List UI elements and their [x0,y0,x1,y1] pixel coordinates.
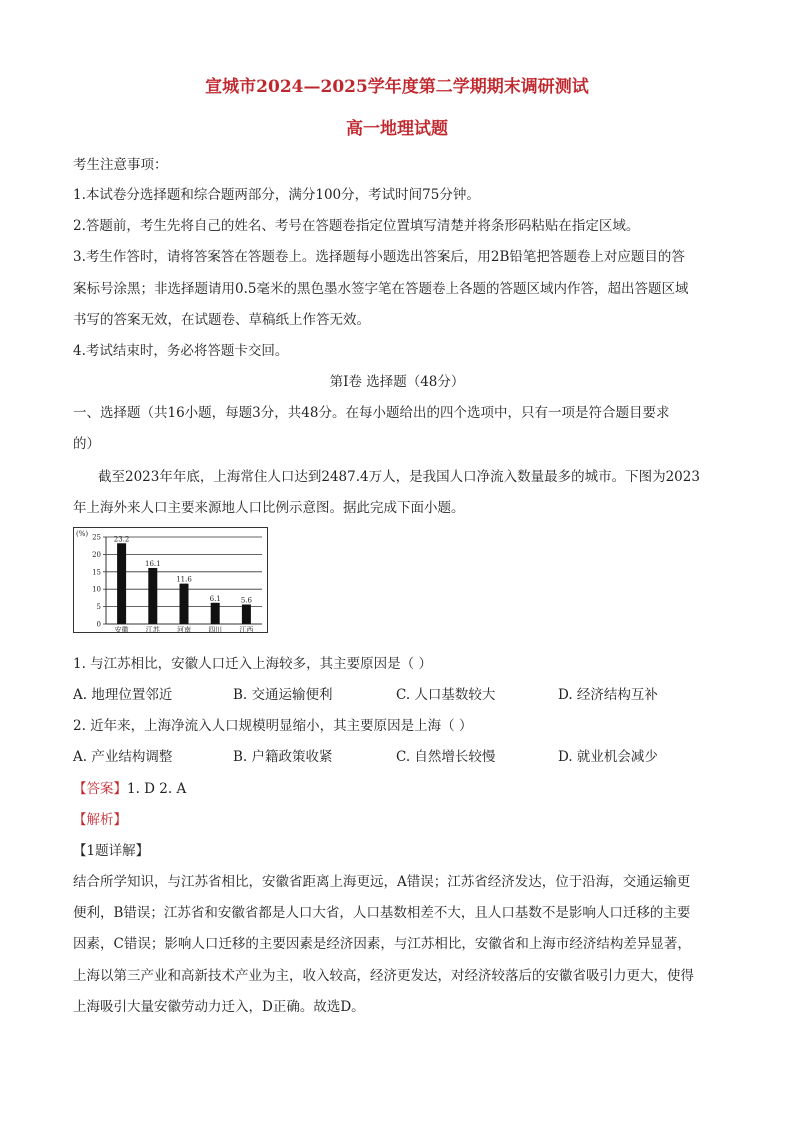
bar-1 [148,568,157,624]
notice-item-3-cont: 案标号涂黑；非选择题请用0.5毫米的黑色墨水签字笔在答题卷上各题的答题区域内作答，超出答题区域 [73,281,689,297]
y-tick-label: 0 [96,620,101,629]
y-axis-label: (%) [76,530,89,538]
bar-2 [180,584,189,624]
answer-tag: 【答案】 [73,781,127,797]
question-stem: 截至2023年年底，上海常住人口达到2487.4万人，是我国人口净流入数量最多的城市。下图为2023 [98,469,700,485]
q1-option-b[interactable]: B. 交通运输便利 [233,687,333,703]
analysis-paragraph-line-5: 上海吸引大量安徽劳动力迁入，D正确。故选D。 [73,999,365,1015]
analysis-tag: 【解析】 [73,812,127,828]
q2-option-c[interactable]: C. 自然增长较慢 [396,749,496,765]
q2-option-a[interactable]: A. 产业结构调整 [73,749,173,765]
q1-option-a[interactable]: A. 地理位置邻近 [73,687,173,703]
y-tick-label: 5 [96,603,101,612]
exam-title: 宣城市2024—2025学年度第二学期期末调研测试 [205,77,589,97]
x-tick-label: 江苏 [145,626,160,634]
part-heading: 一、选择题（共16小题，每题3分，共48分。在每小题给出的四个选项中，只有一项是符合题目要求 [73,405,670,421]
q1-option-d[interactable]: D. 经济结构互补 [558,687,658,703]
q2-option-b[interactable]: B. 户籍政策收紧 [233,749,333,765]
bar-value-label: 23.2 [113,535,130,544]
y-tick-label: 25 [92,533,101,542]
notice-item-4: 4.考试结束时，务必将答题卡交回。 [73,343,289,359]
analysis-paragraph-line-1: 结合所学知识，与江苏省相比，安徽省距离上海更远，A错误；江苏省经济发达，位于沿海，交通运输更 [73,874,691,890]
q1-option-c[interactable]: C. 人口基数较大 [396,687,496,703]
notice-item-2: 2.答题前，考生先将自己的姓名、考号在答题卷指定位置填写清楚并将条形码粘贴在指定区域。 [73,218,640,234]
notice-item-1: 1.本试卷分选择题和综合题两部分，满分100分，考试时间75分钟。 [73,187,480,203]
analysis-paragraph-line-4: 上海以第三产业和高新技术产业为主，收入较高，经济更发达，对经济较落后的安徽省吸引力更大，使得 [73,968,694,984]
bar-3 [211,603,220,624]
notice-heading: 考生注意事项： [73,157,168,173]
y-tick-label: 20 [92,550,101,559]
q2-options [73,745,733,763]
q2-stem: 2. 近年来，上海净流入人口规模明显缩小，其主要原因是上海（ ） [73,718,473,734]
bar-value-label: 16.1 [145,559,161,568]
exam-subtitle: 高一地理试题 [346,119,448,139]
question-stem-cont: 年上海外来人口主要来源地人口比例示意图。据此完成下面小题。 [73,500,465,516]
notice-item-3-cont2: 书写的答案无效，在试题卷、草稿纸上作答无效。 [73,312,370,328]
x-tick-label: 安徽 [114,626,129,634]
analysis-subheading: 【1题详解】 [73,843,150,859]
q1-stem: 1. 与江苏相比，安徽人口迁入上海较多，其主要原因是（ ） [73,656,432,672]
bar-value-label: 5.6 [240,596,252,605]
q2-option-d[interactable]: D. 就业机会减少 [558,749,658,765]
volume-heading: 第Ⅰ卷 选择题（48分） [329,374,465,390]
analysis-paragraph-line-3: 因素，C错误；影响人口迁移的主要因素是经济因素，与江苏相比，安徽省和上海市经济结构差异显著， [73,936,691,952]
x-tick-label: 四川 [208,626,223,634]
y-tick-label: 10 [92,585,101,594]
population-bar-chart [73,527,268,633]
q1-options [73,683,733,701]
bar-value-label: 11.6 [176,575,192,584]
x-tick-label: 河南 [177,626,191,634]
notice-item-3: 3.考生作答时，请将答案答在答题卷上。选择题每小题选出答案后，用2B铅笔把答题卷上对应题目的答 [73,249,685,265]
analysis-paragraph-line-2: 便利，B错误；江苏省和安徽省都是人口大省，人口基数相差不大，且人口基数不是影响人口迁移的主要 [73,905,691,921]
chart-canvas [74,528,269,634]
part-heading-cont: 的） [73,436,100,452]
answer-text: 1. D 2. A [127,781,187,797]
x-tick-label: 江西 [239,626,254,634]
y-tick-label: 15 [92,568,101,577]
bar-4 [242,605,251,624]
bar-value-label: 6.1 [209,594,221,603]
bar-0 [117,543,126,624]
answer-line [73,777,186,797]
